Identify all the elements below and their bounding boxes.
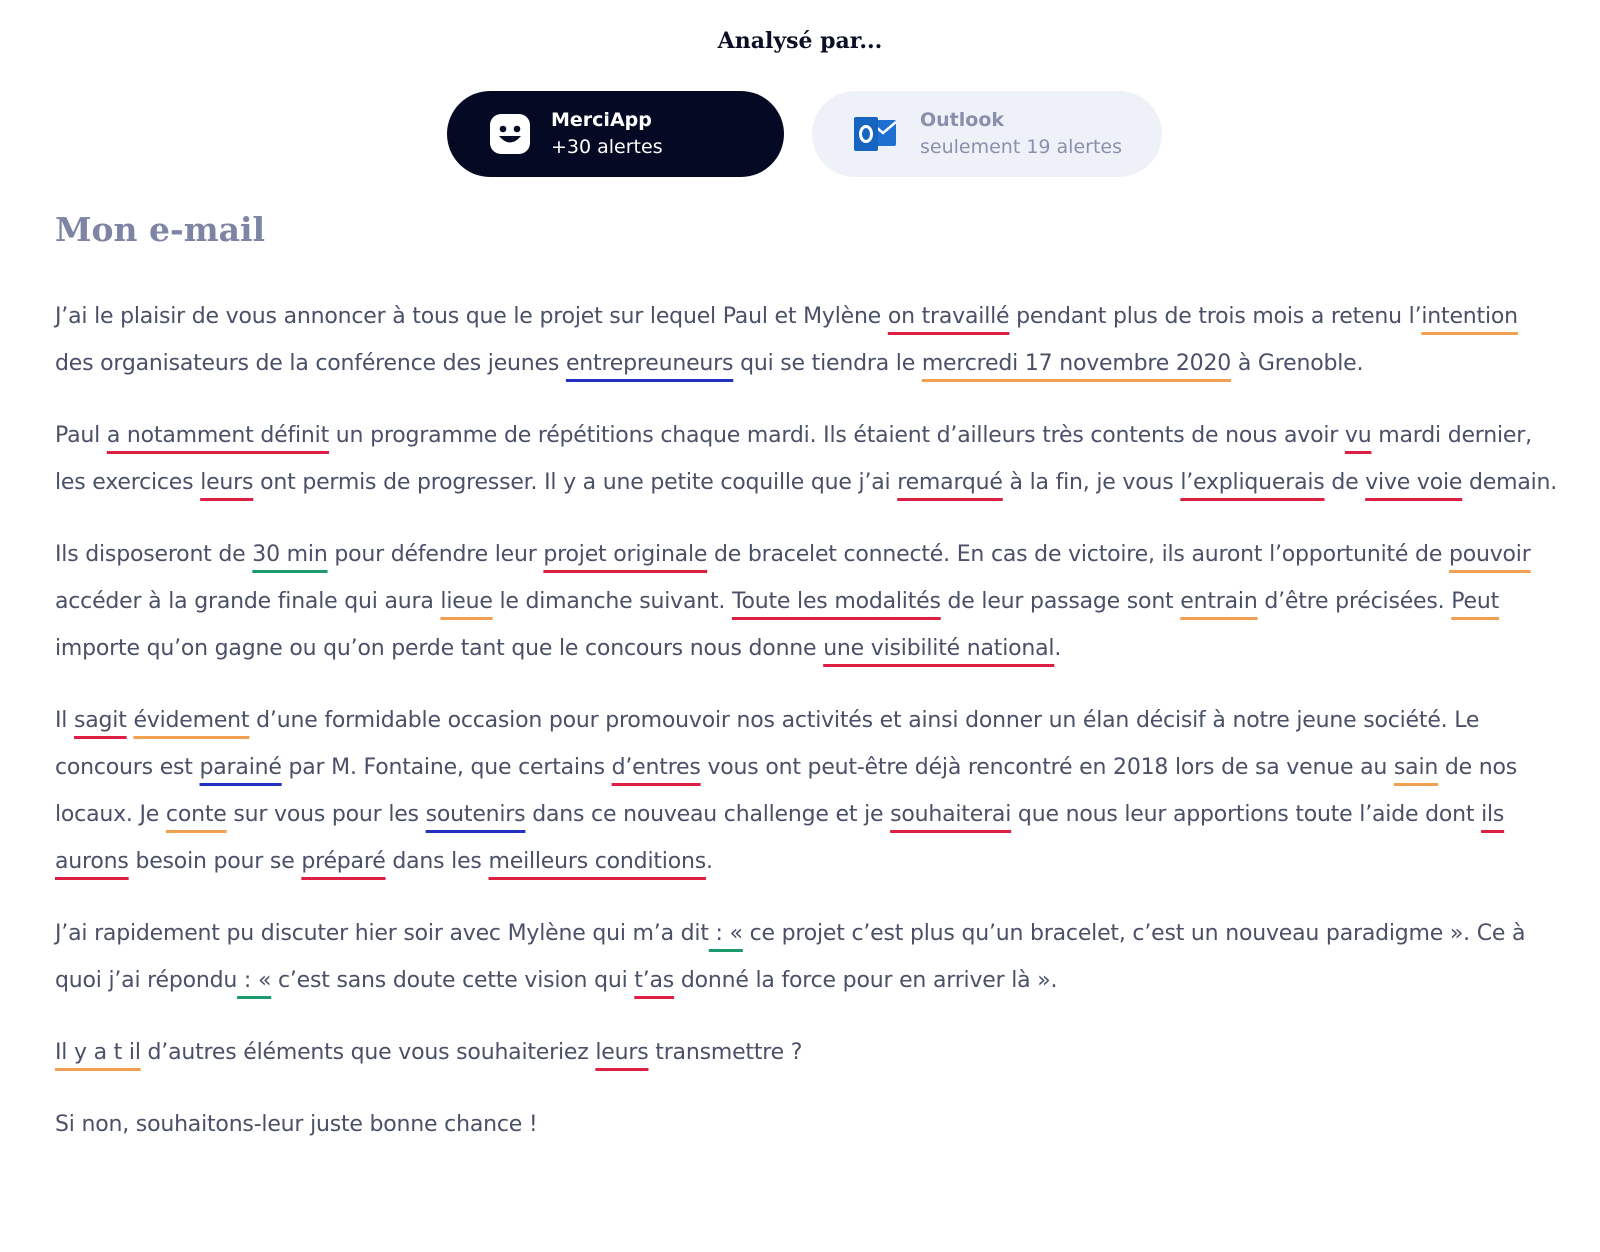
- text-segment: à Grenoble.: [1231, 351, 1364, 376]
- text-segment: Ils disposeront de: [55, 542, 253, 567]
- text-segment: à la fin, je vous: [1002, 470, 1181, 495]
- text-segment: d’autres éléments que vous souhaiteriez: [140, 1040, 596, 1065]
- text-segment: de nos locaux. Je: [55, 755, 1518, 827]
- text-segment: importe qu’on gagne ou qu’on perde tant que le concours nous donne: [55, 636, 824, 661]
- text-segment: des organisateurs de la conférence des jeunes: [55, 351, 566, 376]
- email-paragraph: [55, 1029, 1560, 1076]
- text-segment: c’est sans doute cette vision qui: [271, 968, 635, 993]
- alert-red[interactable]: projet originale: [543, 542, 708, 567]
- alert-orange[interactable]: Il y a t il: [55, 1040, 141, 1065]
- text-segment: sur vous pour les: [226, 802, 426, 827]
- text-segment: demain.: [1462, 470, 1558, 495]
- text-segment: un programme de répétitions chaque mardi. Ils étaient d’ailleurs très contents de nous avoir: [329, 423, 1345, 448]
- alert-red[interactable]: leurs: [595, 1040, 649, 1065]
- text-segment: d’être précisées.: [1257, 589, 1452, 614]
- alert-orange[interactable]: pouvoir: [1448, 542, 1531, 567]
- alert-red[interactable]: une visibilité national: [823, 636, 1055, 661]
- text-segment: de: [1324, 470, 1366, 495]
- text-segment: Paul: [55, 423, 107, 448]
- text-segment: pendant plus de trois mois a retenu l’: [1009, 304, 1422, 329]
- alert-green[interactable]: 30 min: [252, 542, 328, 567]
- alert-orange[interactable]: entrain: [1180, 589, 1258, 614]
- text-segment: Il: [55, 708, 74, 733]
- merciapp-alert-count: +30 alertes: [551, 136, 663, 158]
- alert-red[interactable]: ils aurons: [55, 802, 1505, 874]
- alert-red[interactable]: souhaiterai: [890, 802, 1012, 827]
- text-segment: de bracelet connecté. En cas de victoire, ils auront l’opportunité de: [707, 542, 1449, 567]
- analyzer-tabs: [447, 91, 1162, 177]
- text-segment: par M. Fontaine, que certains: [281, 755, 612, 780]
- text-segment: d’une formidable occasion pour promouvoir nos activités et ainsi donner un élan décisif à notre jeune société. Le concours est: [55, 708, 1480, 780]
- text-segment: pour défendre leur: [327, 542, 544, 567]
- alert-blue[interactable]: soutenirs: [425, 802, 526, 827]
- email-paragraph: [55, 293, 1560, 387]
- text-segment: J’ai rapidement pu discuter hier soir avec Mylène qui m’a dit: [55, 921, 709, 946]
- alert-green[interactable]: : «: [237, 968, 272, 993]
- outlook-icon: [852, 113, 900, 155]
- alert-blue[interactable]: entrepreuneurs: [565, 351, 734, 376]
- alert-orange[interactable]: lieue: [440, 589, 493, 614]
- alert-red[interactable]: meilleurs conditions: [488, 849, 706, 874]
- text-segment: mardi dernier, les exercices: [55, 423, 1532, 495]
- alert-red[interactable]: vu: [1344, 423, 1372, 448]
- alert-red[interactable]: remarqué: [897, 470, 1003, 495]
- text-segment: le dimanche suivant.: [492, 589, 732, 614]
- tab-merciapp[interactable]: [447, 91, 784, 177]
- text-segment: dans les: [385, 849, 489, 874]
- alert-orange[interactable]: mercredi 17 novembre 2020: [921, 351, 1232, 376]
- text-segment: J’ai le plaisir de vous annoncer à tous que le projet sur lequel Paul et Mylène: [55, 304, 888, 329]
- alert-red[interactable]: vive voie: [1365, 470, 1463, 495]
- alert-green[interactable]: : «: [708, 921, 743, 946]
- alert-red[interactable]: sagit: [74, 708, 127, 733]
- text-segment: dans ce nouveau challenge et je: [525, 802, 891, 827]
- alert-red[interactable]: Toute les modalités: [731, 589, 941, 614]
- alert-orange[interactable]: Peut: [1451, 589, 1500, 614]
- text-segment: accéder à la grande finale qui aura: [55, 589, 441, 614]
- analyzed-by-heading: Analysé par...: [717, 28, 883, 54]
- alert-blue[interactable]: parainé: [199, 755, 282, 780]
- alert-orange[interactable]: sain: [1393, 755, 1439, 780]
- outlook-alert-count: seulement 19 alertes: [920, 136, 1123, 158]
- text-segment: besoin pour se: [128, 849, 302, 874]
- text-segment: ont permis de progresser. Il y a une petite coquille que j’ai: [253, 470, 898, 495]
- alert-red[interactable]: d’entres: [611, 755, 701, 780]
- alert-red[interactable]: l’expliquerais: [1180, 470, 1325, 495]
- alert-orange[interactable]: intention: [1421, 304, 1518, 329]
- email-title: Mon e-mail: [55, 210, 266, 249]
- text-segment: .: [1054, 636, 1062, 661]
- alert-red[interactable]: a notamment définit: [106, 423, 329, 448]
- email-paragraph: [55, 910, 1560, 1004]
- alert-red[interactable]: préparé: [301, 849, 386, 874]
- tab-outlook[interactable]: [812, 91, 1162, 177]
- text-segment: transmettre ?: [648, 1040, 803, 1065]
- smiley-icon: [489, 113, 531, 155]
- text-segment: que nous leur apportions toute l’aide dont: [1011, 802, 1482, 827]
- email-paragraph: [55, 412, 1560, 506]
- alert-orange[interactable]: évidement: [133, 708, 250, 733]
- alert-red[interactable]: on travaillé: [887, 304, 1010, 329]
- text-segment: qui se tiendra le: [733, 351, 922, 376]
- alert-red[interactable]: leurs: [200, 470, 254, 495]
- text-segment: de leur passage sont: [940, 589, 1181, 614]
- text-segment: .: [705, 849, 713, 874]
- text-segment: Si non, souhaitons-leur juste bonne chance !: [55, 1112, 538, 1137]
- text-segment: vous ont peut-être déjà rencontré en 2018 lors de sa venue au: [700, 755, 1394, 780]
- alert-red[interactable]: t’as: [634, 968, 675, 993]
- outlook-name: Outlook: [920, 109, 1005, 131]
- alert-orange[interactable]: conte: [165, 802, 227, 827]
- email-paragraph: [55, 531, 1560, 672]
- email-paragraph: [55, 1101, 1560, 1148]
- text-segment: donné la force pour en arriver là ».: [674, 968, 1058, 993]
- email-paragraph: [55, 697, 1560, 885]
- text-segment: ce projet c’est plus qu’un bracelet, c’est un nouveau paradigme ». Ce à quoi j’ai répondu: [55, 921, 1526, 993]
- email-body: [55, 293, 1560, 1173]
- merciapp-name: MerciApp: [551, 109, 652, 131]
